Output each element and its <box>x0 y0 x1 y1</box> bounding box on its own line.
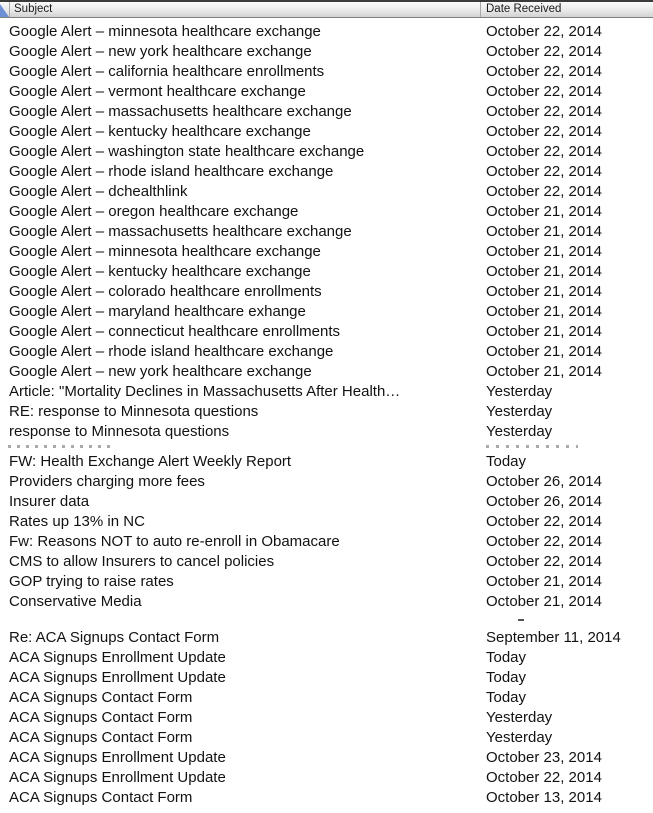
message-date-received: September 11, 2014 <box>486 629 621 646</box>
message-date-received: October 13, 2014 <box>486 789 602 806</box>
message-row[interactable] <box>0 512 653 532</box>
message-date-received: October 22, 2014 <box>486 23 602 40</box>
message-date-received: October 21, 2014 <box>486 223 602 240</box>
message-row[interactable] <box>0 472 653 492</box>
message-row[interactable] <box>0 492 653 512</box>
message-subject: Google Alert – massachusetts healthcare exchange <box>9 103 352 120</box>
message-row[interactable] <box>0 788 653 808</box>
message-row[interactable] <box>0 142 653 162</box>
message-date-received: Yesterday <box>486 423 553 440</box>
message-date-received: Today <box>486 453 527 470</box>
message-row[interactable] <box>0 422 653 442</box>
message-row[interactable] <box>0 282 653 302</box>
message-row[interactable] <box>0 222 653 242</box>
message-subject: Google Alert – minnesota healthcare exchange <box>9 23 321 40</box>
message-row[interactable] <box>0 102 653 122</box>
clipped-row-remnant <box>0 612 653 628</box>
message-list <box>0 18 653 808</box>
message-row[interactable] <box>0 42 653 62</box>
message-subject: Rates up 13% in NC <box>9 513 145 530</box>
message-date-received: October 21, 2014 <box>486 323 602 340</box>
message-subject: Google Alert – connecticut healthcare enrollments <box>9 323 341 340</box>
message-row[interactable] <box>0 728 653 748</box>
message-subject: Google Alert – new york healthcare exchange <box>9 363 312 380</box>
message-row[interactable] <box>0 688 653 708</box>
message-subject: Google Alert – kentucky healthcare exchange <box>9 123 311 140</box>
message-date-received: October 22, 2014 <box>486 43 602 60</box>
message-subject: Google Alert – rhode island healthcare exchange <box>9 343 334 360</box>
message-date-received: Today <box>486 689 527 706</box>
message-subject: FW: Health Exchange Alert Weekly Report <box>9 453 292 470</box>
message-date-received: October 22, 2014 <box>486 123 602 140</box>
sort-corner-icon <box>0 4 9 17</box>
message-date-received: October 21, 2014 <box>486 343 602 360</box>
message-row[interactable] <box>0 572 653 592</box>
message-subject: ACA Signups Contact Form <box>9 789 193 806</box>
message-subject: Article: "Mortality Declines in Massachusetts After Health… <box>9 383 401 400</box>
message-subject: ACA Signups Enrollment Update <box>9 749 226 766</box>
message-group-google-alerts <box>0 22 653 442</box>
message-date-received: October 22, 2014 <box>486 103 602 120</box>
message-row[interactable] <box>0 552 653 572</box>
message-subject: Google Alert – oregon healthcare exchange <box>9 203 299 220</box>
message-date-received: October 22, 2014 <box>486 83 602 100</box>
message-date-received: October 26, 2014 <box>486 493 602 510</box>
column-header-subject[interactable] <box>10 2 480 17</box>
column-header-date-received[interactable] <box>480 2 653 17</box>
flag-column-header[interactable] <box>0 2 10 17</box>
message-date-received: October 22, 2014 <box>486 63 602 80</box>
message-row[interactable] <box>0 122 653 142</box>
message-row[interactable] <box>0 302 653 322</box>
message-subject: Google Alert – vermont healthcare exchange <box>9 83 306 100</box>
message-row[interactable] <box>0 592 653 612</box>
message-group-news <box>0 452 653 612</box>
message-row[interactable] <box>0 648 653 668</box>
message-subject: Google Alert – california healthcare enrollments <box>9 63 325 80</box>
message-subject: ACA Signups Contact Form <box>9 729 193 746</box>
clipped-text-fragment <box>518 619 524 621</box>
message-date-received: October 22, 2014 <box>486 553 602 570</box>
message-list-column-header <box>0 0 653 18</box>
message-subject: response to Minnesota questions <box>9 423 230 440</box>
message-date-received: October 21, 2014 <box>486 263 602 280</box>
message-subject: Google Alert – massachusetts healthcare exchange <box>9 223 352 240</box>
message-row[interactable] <box>0 202 653 222</box>
message-date-received: Today <box>486 649 527 666</box>
message-group-aca-signups <box>0 628 653 808</box>
message-date-received: October 21, 2014 <box>486 283 602 300</box>
clipped-date-fragment <box>486 445 578 448</box>
message-date-received: October 21, 2014 <box>486 593 602 610</box>
message-subject: GOP trying to raise rates <box>9 573 174 590</box>
message-subject: Google Alert – rhode island healthcare exchange <box>9 163 334 180</box>
message-row[interactable] <box>0 628 653 648</box>
clipped-row-remnant <box>0 442 653 452</box>
message-date-received: October 22, 2014 <box>486 143 602 160</box>
message-subject: ACA Signups Contact Form <box>9 689 193 706</box>
message-date-received: Yesterday <box>486 383 553 400</box>
message-row[interactable] <box>0 708 653 728</box>
message-date-received: October 21, 2014 <box>486 573 602 590</box>
message-date-received: October 22, 2014 <box>486 769 602 786</box>
message-row[interactable] <box>0 382 653 402</box>
subject-column-label: Subject <box>14 3 53 15</box>
message-row[interactable] <box>0 162 653 182</box>
message-subject: Re: ACA Signups Contact Form <box>9 629 220 646</box>
message-subject: ACA Signups Enrollment Update <box>9 649 226 666</box>
message-subject: Google Alert – dchealthlink <box>9 183 188 200</box>
message-row[interactable] <box>0 452 653 472</box>
message-subject: Google Alert – kentucky healthcare exchange <box>9 263 311 280</box>
message-row[interactable] <box>0 262 653 282</box>
message-row[interactable] <box>0 362 653 382</box>
message-date-received: Yesterday <box>486 729 553 746</box>
message-subject: ACA Signups Enrollment Update <box>9 669 226 686</box>
message-date-received: Yesterday <box>486 709 553 726</box>
message-subject: RE: response to Minnesota questions <box>9 403 259 420</box>
message-subject: Insurer data <box>9 493 90 510</box>
message-date-received: Today <box>486 669 527 686</box>
message-subject: Fw: Reasons NOT to auto re-enroll in Obamacare <box>9 533 340 550</box>
message-row[interactable] <box>0 342 653 362</box>
message-subject: Google Alert – colorado healthcare enrollments <box>9 283 322 300</box>
message-date-received: October 26, 2014 <box>486 473 602 490</box>
message-row[interactable] <box>0 22 653 42</box>
message-date-received: October 23, 2014 <box>486 749 602 766</box>
message-date-received: October 21, 2014 <box>486 243 602 260</box>
message-row[interactable] <box>0 322 653 342</box>
message-subject: Google Alert – maryland healthcare exhange <box>9 303 306 320</box>
message-date-received: October 21, 2014 <box>486 203 602 220</box>
message-subject: ACA Signups Enrollment Update <box>9 769 226 786</box>
message-subject: Google Alert – washington state healthcare exchange <box>9 143 365 160</box>
message-row[interactable] <box>0 402 653 422</box>
message-date-received: Yesterday <box>486 403 553 420</box>
clipped-text-fragment <box>8 445 112 448</box>
message-row[interactable] <box>0 668 653 688</box>
message-date-received: October 21, 2014 <box>486 363 602 380</box>
message-subject: ACA Signups Contact Form <box>9 709 193 726</box>
message-row[interactable] <box>0 242 653 262</box>
message-date-received: October 22, 2014 <box>486 163 602 180</box>
message-date-received: October 22, 2014 <box>486 533 602 550</box>
message-date-received: October 22, 2014 <box>486 513 602 530</box>
message-row[interactable] <box>0 532 653 552</box>
message-date-received: October 21, 2014 <box>486 303 602 320</box>
message-subject: Google Alert – minnesota healthcare exchange <box>9 243 321 260</box>
message-date-received: October 22, 2014 <box>486 183 602 200</box>
message-subject: Google Alert – new york healthcare exchange <box>9 43 312 60</box>
message-row[interactable] <box>0 62 653 82</box>
message-row[interactable] <box>0 82 653 102</box>
date-received-column-label: Date Received <box>486 3 562 15</box>
message-subject: Providers charging more fees <box>9 473 205 490</box>
message-row[interactable] <box>0 768 653 788</box>
message-subject: Conservative Media <box>9 593 142 610</box>
message-row[interactable] <box>0 182 653 202</box>
message-row[interactable] <box>0 748 653 768</box>
message-subject: CMS to allow Insurers to cancel policies <box>9 553 275 570</box>
